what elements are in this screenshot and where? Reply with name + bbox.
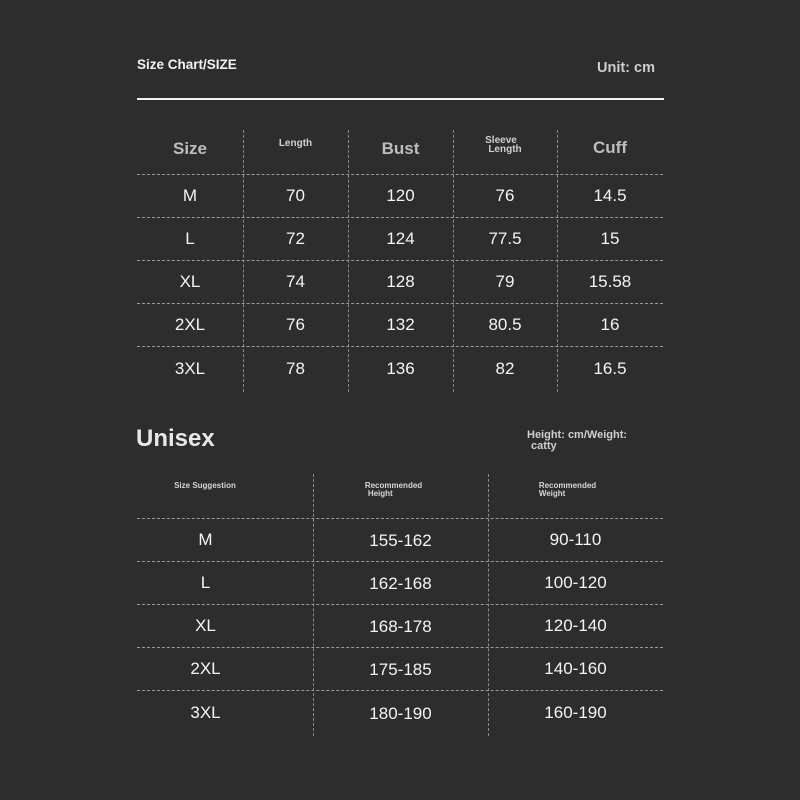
height-cell: 162-168 <box>369 574 432 593</box>
height-cell: 168-178 <box>369 617 432 636</box>
title-divider <box>137 98 664 100</box>
header-cuff: Cuff <box>593 138 627 157</box>
header-sleeve-line2: Length <box>488 144 522 155</box>
weight-header-line2: Weight <box>538 489 566 498</box>
header-length: Length <box>278 137 313 149</box>
size-cell: 3XL <box>190 703 221 722</box>
header-bust: Bust <box>381 138 420 158</box>
weight-cell: 160-190 <box>544 703 607 722</box>
length-cell: 76 <box>286 315 305 334</box>
size-cell: 2XL <box>174 315 206 334</box>
header-size: Size <box>172 138 208 158</box>
height-cell: 175-185 <box>369 660 432 679</box>
size-cell: XL <box>195 616 216 635</box>
cuff-cell: 15.58 <box>588 272 632 291</box>
size-cell: XL <box>179 272 201 291</box>
size-cell: L <box>185 229 195 248</box>
sleeve-cell: 79 <box>495 272 515 291</box>
weight-cell: 90-110 <box>549 530 602 549</box>
header-recommended-weight <box>488 480 663 500</box>
size-cell: M <box>198 530 213 549</box>
header-sleeve-line1: Sleeve <box>485 135 517 146</box>
size-table <box>137 130 663 392</box>
height-header-line2: Height <box>367 489 393 498</box>
length-cell: 74 <box>286 272 305 291</box>
row-divider <box>137 346 663 347</box>
sleeve-cell: 77.5 <box>488 229 522 248</box>
sleeve-cell: 80.5 <box>488 315 522 334</box>
cuff-cell: 14.5 <box>593 186 627 205</box>
weight-header-line1: Recommended <box>538 481 597 490</box>
height-weight-unit-note <box>527 430 627 452</box>
sleeve-cell: 82 <box>495 359 515 378</box>
cuff-cell: 16 <box>600 315 620 334</box>
height-cell: 180-190 <box>369 704 432 723</box>
size-cell: L <box>200 573 211 592</box>
length-cell: 70 <box>286 186 305 205</box>
unit-note-line2: catty <box>531 440 557 452</box>
size-cell: 3XL <box>174 359 206 378</box>
weight-cell: 140-160 <box>544 659 607 678</box>
size-cell: M <box>182 186 198 205</box>
cuff-cell: 15 <box>600 229 620 248</box>
height-cell: 155-162 <box>369 531 432 550</box>
bust-cell: 136 <box>386 359 415 378</box>
header-recommended-height <box>313 480 488 500</box>
length-cell: 72 <box>286 229 305 248</box>
unit-label: Unit: cm <box>597 60 655 76</box>
length-cell: 78 <box>286 359 305 378</box>
height-header-line1: Recommended <box>364 481 423 490</box>
unisex-title: Unisex <box>136 425 215 452</box>
bust-cell: 128 <box>386 272 415 291</box>
weight-cell: 100-120 <box>544 573 607 592</box>
cuff-cell: 16.5 <box>593 359 627 378</box>
bust-cell: 124 <box>386 229 415 248</box>
header-sleeve-length <box>453 134 557 156</box>
unit-note-line1: Height: cm/Weight: <box>527 429 628 441</box>
sleeve-cell: 76 <box>495 186 515 205</box>
bust-cell: 132 <box>386 315 415 334</box>
header-size-suggestion: Size Suggestion <box>174 481 236 490</box>
bust-cell: 120 <box>386 186 415 205</box>
size-chart-title: Size Chart/SIZE <box>137 57 237 72</box>
size-suggestion-table <box>137 474 663 736</box>
size-cell: 2XL <box>190 659 221 678</box>
weight-cell: 120-140 <box>544 616 607 635</box>
